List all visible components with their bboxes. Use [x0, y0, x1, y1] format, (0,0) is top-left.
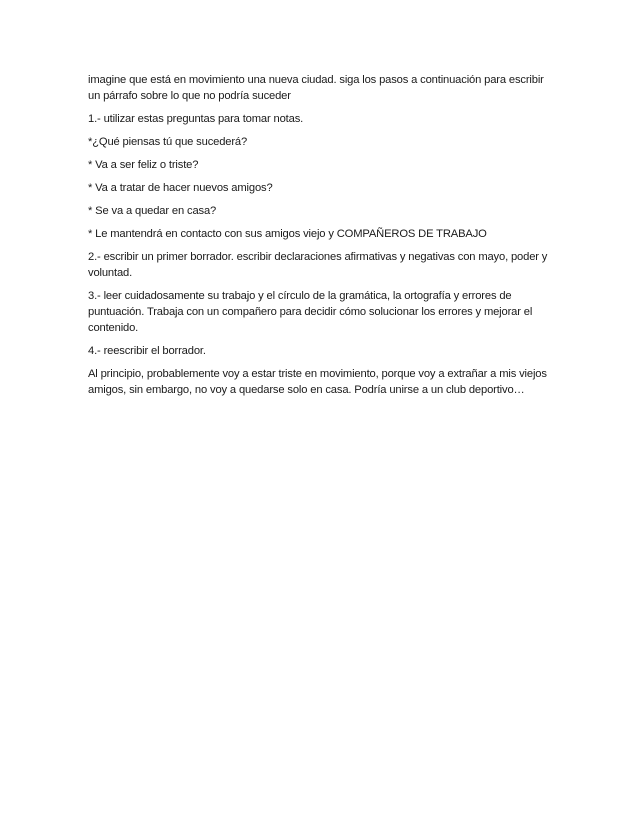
step-1: 1.- utilizar estas preguntas para tomar notas. — [88, 113, 304, 125]
document-body — [88, 72, 550, 405]
question-5: * Le mantendrá en contacto con sus amigos viejo y COMPAÑEROS DE TRABAJO — [88, 228, 487, 240]
question-2: * Va a ser feliz o triste? — [88, 159, 199, 171]
step-4: 4.- reescribir el borrador. — [88, 345, 206, 357]
question-4: * Se va a quedar en casa? — [88, 205, 217, 217]
final-paragraph: Al principio, probablemente voy a estar triste en movimiento, porque voy a extrañar a mis viejos amigos, sin embargo, no voy a quedarse solo en casa. Podría unirse a un club deportivo… — [88, 368, 547, 396]
step-2: 2.- escribir un primer borrador. escribir declaraciones afirmativas y negativas con mayo, poder y voluntad. — [88, 251, 548, 279]
intro-paragraph: imagine que está en movimiento una nueva ciudad. siga los pasos a continuación para escribir un párrafo sobre lo que no podría suceder — [88, 74, 544, 102]
question-3: * Va a tratar de hacer nuevos amigos? — [88, 182, 273, 194]
step-3: 3.- leer cuidadosamente su trabajo y el círculo de la gramática, la ortografía y errores de puntuación. Trabaja con un compañero para decidir cómo solucionar los errores y mejorar el contenido. — [88, 290, 533, 334]
question-1: *¿Qué piensas tú que sucederá? — [88, 136, 248, 148]
